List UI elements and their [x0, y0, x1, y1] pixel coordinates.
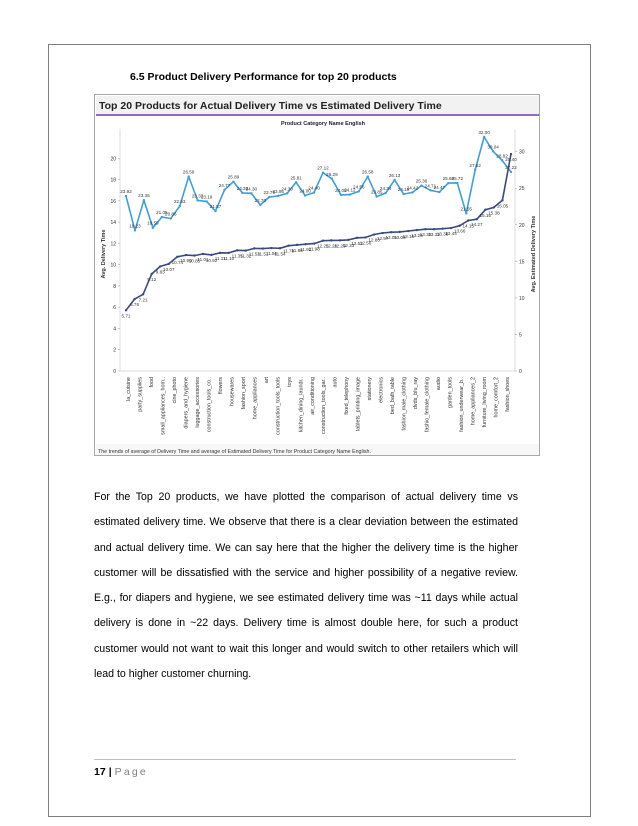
estimated-delivery-point [474, 169, 476, 171]
actual-delivery-point [476, 218, 478, 220]
category-tick-label: fashion_underwear_b.. [459, 377, 466, 432]
estimated-delivery-point [286, 192, 288, 194]
figure-caption: The trends of average of Delivery Time and average of Estimated Delivery Time for Product Category Name English. [98, 449, 371, 455]
estimated-delivery-point [447, 182, 449, 184]
estimated-delivery-data-label: 19.23 [129, 223, 141, 229]
actual-delivery-point [185, 254, 187, 256]
category-tick-label: fashion_shoes [505, 377, 511, 412]
estimated-delivery-point [384, 192, 386, 194]
actual-delivery-point [493, 206, 495, 208]
estimated-delivery-point [241, 192, 243, 194]
actual-delivery-data-label: 12.25 [317, 243, 329, 249]
actual-delivery-data-label: 5.71 [121, 313, 131, 319]
actual-delivery-point [236, 249, 238, 251]
actual-delivery-data-label: 11.86 [291, 247, 303, 253]
actual-delivery-data-label: 13.33 [428, 232, 440, 238]
actual-delivery-point [373, 233, 375, 235]
actual-delivery-data-label: 10.07 [163, 266, 175, 272]
estimated-delivery-data-label: 21.55 [460, 206, 472, 212]
estimated-delivery-point [456, 182, 458, 184]
actual-delivery-point [322, 240, 324, 242]
actual-delivery-point [484, 209, 486, 211]
estimated-delivery-data-label: 23.95 [272, 188, 284, 194]
left-tick-label: 6 [113, 305, 116, 312]
actual-delivery-data-label: 13.08 [394, 234, 406, 240]
actual-delivery-point [279, 247, 281, 249]
estimated-delivery-data-label: 25.72 [451, 175, 464, 181]
estimated-delivery-data-label: 30.04 [487, 144, 499, 150]
left-tick-label: 12 [110, 241, 116, 248]
estimated-delivery-data-label: 24.30 [245, 186, 258, 192]
estimated-delivery-data-label: 24.71 [424, 183, 437, 189]
actual-delivery-data-label: 11.92 [300, 247, 312, 253]
estimated-delivery-point [420, 184, 422, 186]
estimated-delivery-point [232, 180, 234, 182]
actual-delivery-data-label: 10.85 [188, 258, 201, 264]
category-tick-label: construction_tools_tools [275, 377, 282, 435]
left-tick-label: 8 [113, 283, 116, 290]
estimated-delivery-data-label: 26.58 [361, 169, 374, 175]
category-tick-label: home_comfort_2 [493, 377, 500, 418]
estimated-delivery-point [223, 189, 225, 191]
right-tick-label: 30 [519, 149, 525, 156]
estimated-delivery-point [483, 136, 485, 138]
actual-delivery-point [347, 239, 349, 241]
estimated-delivery-data-label: 22.70 [254, 198, 267, 204]
estimated-delivery-data-label: 24.19 [397, 187, 410, 193]
estimated-delivery-point [214, 210, 216, 212]
category-tick-label: furniture_living_room [482, 377, 489, 428]
estimated-delivery-point [402, 193, 404, 195]
actual-delivery-data-label: 13.16 [402, 234, 415, 240]
estimated-delivery-data-label: 27.22 [505, 164, 517, 170]
estimated-delivery-data-label: 26.29 [326, 171, 338, 177]
actual-delivery-data-label: 12.56 [359, 240, 372, 246]
actual-delivery-point [501, 199, 503, 201]
actual-delivery-point [150, 273, 152, 275]
chart-title: Top 20 Products for Actual Delivery Time vs Estimated Delivery Time [99, 100, 442, 112]
estimated-delivery-data-label: 32.00 [478, 130, 490, 135]
estimated-delivery-data-label: 24.47 [433, 185, 446, 191]
actual-delivery-point [142, 293, 144, 295]
category-tick-label: flowers [217, 377, 224, 395]
left-tick-label: 18 [110, 177, 116, 184]
actual-delivery-point [510, 153, 512, 155]
right-axis-title: Avg. Estimated Delivery Time [531, 215, 537, 293]
actual-delivery-data-label: 14.27 [471, 222, 483, 228]
actual-delivery-data-label: 15.38 [488, 210, 500, 216]
estimated-delivery-data-label: 23.79 [263, 190, 276, 196]
estimated-delivery-data-label: 24.30 [281, 186, 293, 192]
estimated-delivery-point [375, 195, 377, 197]
estimated-delivery-point [295, 181, 297, 183]
actual-delivery-data-label: 11.10 [223, 255, 235, 261]
actual-delivery-data-label: 12.83 [368, 237, 380, 243]
actual-delivery-data-label: 14.15 [462, 223, 474, 229]
actual-delivery-data-label: 13.33 [419, 232, 432, 238]
actual-delivery-point [219, 252, 221, 254]
estimated-delivery-data-label: 25.81 [290, 175, 302, 181]
actual-delivery-data-label: 9.12 [147, 276, 157, 282]
chart-canvas [95, 95, 540, 456]
estimated-delivery-point [465, 212, 467, 214]
estimated-delivery-data-label: 24.36 [236, 185, 249, 191]
estimated-delivery-point [277, 195, 279, 197]
estimated-delivery-point [304, 194, 306, 196]
actual-delivery-data-label: 10.74 [171, 259, 184, 265]
actual-delivery-data-label: 9.83 [155, 269, 165, 275]
category-tick-label: fashio_female_clothing [424, 377, 431, 433]
actual-delivery-point [313, 242, 315, 244]
category-tick-label: electronics [378, 377, 385, 403]
category-tick-label: cine_photo [171, 377, 178, 404]
actual-delivery-data-label: 11.56 [265, 251, 278, 257]
actual-delivery-point [381, 232, 383, 234]
estimated-delivery-point [196, 199, 198, 201]
actual-delivery-point [227, 252, 229, 254]
actual-delivery-point [262, 247, 264, 249]
actual-delivery-data-label: 11.54 [274, 251, 286, 257]
estimated-delivery-point [152, 227, 154, 229]
right-tick-label: 5 [519, 332, 522, 339]
estimated-delivery-data-label: 23.36 [138, 193, 150, 199]
category-tick-label: air_conditioning [309, 377, 316, 415]
right-tick-label: 10 [519, 295, 525, 302]
actual-delivery-point [202, 253, 204, 255]
estimated-delivery-point [259, 204, 261, 206]
left-tick-label: 14 [110, 220, 116, 227]
actual-delivery-data-label: 12.33 [342, 242, 355, 248]
actual-delivery-data-label: 11.98 [308, 246, 320, 252]
actual-delivery-point [407, 230, 409, 232]
estimated-delivery-data-label: 23.85 [370, 189, 383, 195]
estimated-delivery-data-label: 21.87 [209, 204, 222, 210]
estimated-delivery-point [322, 171, 324, 173]
category-tick-label: fixed_telephony [344, 377, 351, 415]
category-tick-label: dvds_blu_ray [413, 377, 420, 410]
category-tick-label: bed_bath_table [390, 377, 397, 415]
left-tick-label: 16 [110, 198, 116, 205]
estimated-delivery-data-label: 24.40 [308, 185, 320, 191]
estimated-delivery-data-label: 24.34 [379, 186, 392, 192]
estimated-delivery-data-label: 28.82 [496, 153, 508, 159]
estimated-delivery-data-label: 27.52 [469, 162, 481, 168]
estimated-delivery-point [340, 194, 342, 196]
section-title: 6.5 Product Delivery Performance for top 20 products [130, 71, 397, 83]
left-axis-title: Avg. Delivery Time [101, 229, 107, 279]
actual-delivery-data-label: 11.32 [240, 253, 252, 259]
category-tick-label: luggage_accessories [194, 377, 201, 428]
estimated-delivery-data-label: 24.56 [353, 184, 365, 190]
actual-delivery-point [125, 309, 127, 311]
chart-subtitle: Product Category Name English [280, 121, 366, 127]
estimated-delivery-data-label: 23.33 [191, 193, 204, 199]
actual-delivery-data-label: 13.05 [385, 235, 397, 241]
actual-delivery-point [270, 247, 272, 249]
actual-delivery-data-label: 20.40 [505, 157, 517, 163]
actual-delivery-point [467, 219, 469, 221]
estimated-delivery-data-label: 24.12 [344, 187, 356, 193]
estimated-delivery-point [492, 150, 494, 152]
category-tick-label: fashion_male_clothing [401, 377, 408, 431]
estimated-delivery-point [170, 217, 172, 219]
actual-delivery-data-label: 16.05 [496, 203, 509, 209]
body-paragraph: For the Top 20 products, we have plotted the comparison of actual delivery time vs estimated delivery time. We observe that there is a clear deviation between the estimated and actual delivery time. We can say here that the higher the delivery time is the higher customer will be dissatisfied with the service and higher possibility of a negative review. E.g., for diapers and hygiene, we see estimated delivery time was ~11 days while actual delivery is done in ~22 days. Delivery time is almost double here, for such a product customer would not want to wait this longer and would switch to other retailers which will lead to higher customer churning. [94, 491, 518, 681]
estimated-delivery-point [358, 190, 360, 192]
right-tick-label: 20 [519, 222, 525, 229]
actual-delivery-point [253, 247, 255, 249]
actual-delivery-point [458, 225, 460, 227]
estimated-delivery-data-label: 21.05 [156, 210, 168, 216]
actual-delivery-point [159, 265, 161, 267]
estimated-delivery-data-label: 20.86 [165, 211, 177, 217]
actual-delivery-point [433, 228, 435, 230]
actual-delivery-data-label: 12.52 [351, 240, 363, 246]
actual-delivery-data-label: 11.78 [282, 248, 295, 254]
category-tick-label: auto [332, 377, 339, 388]
estimated-delivery-point [125, 195, 127, 197]
estimated-delivery-point [143, 199, 145, 201]
category-tick-label: art [263, 377, 270, 384]
estimated-delivery-point [331, 178, 333, 180]
category-tick-label: audio [436, 377, 443, 391]
actual-delivery-data-label: 13.38 [436, 231, 449, 237]
actual-delivery-point [424, 228, 426, 230]
actual-delivery-point [416, 229, 418, 231]
actual-delivery-data-label: 12.29 [334, 243, 346, 249]
estimated-delivery-data-label: 24.00 [299, 188, 311, 194]
estimated-delivery-point [429, 189, 431, 191]
right-tick-label: 15 [519, 259, 525, 266]
actual-delivery-point [168, 263, 170, 265]
actual-delivery-point [450, 227, 452, 229]
actual-delivery-data-label: 12.97 [376, 236, 389, 242]
estimated-delivery-data-label: 26.58 [182, 169, 195, 175]
estimated-delivery-data-label: 26.13 [388, 172, 401, 178]
actual-delivery-data-label: 15.16 [479, 212, 492, 218]
category-tick-label: la_cuisine [126, 377, 132, 401]
estimated-delivery-point [313, 191, 315, 193]
actual-delivery-point [339, 239, 341, 241]
estimated-delivery-data-label: 25.89 [227, 174, 240, 180]
actual-delivery-data-label: 13.25 [411, 233, 423, 239]
left-tick-label: 0 [113, 369, 116, 375]
estimated-delivery-point [268, 196, 270, 198]
category-tick-label: fashion_sport [240, 377, 247, 410]
estimated-delivery-point [393, 179, 395, 181]
category-tick-label: home_appliances [252, 377, 259, 420]
actual-delivery-data-label: 10.92 [205, 257, 218, 263]
footer-separator: | [108, 766, 112, 778]
category-tick-label: home_appliances_2 [470, 377, 477, 426]
right-tick-label: 0 [519, 369, 522, 375]
category-tick-label: tablets_printing_image [355, 377, 362, 432]
estimated-delivery-data-label: 23.19 [200, 194, 213, 200]
delivery-time-chart [94, 94, 540, 456]
estimated-delivery-data-label: 24.08 [335, 187, 347, 193]
estimated-delivery-point [411, 191, 413, 193]
estimated-delivery-data-label: 27.12 [317, 165, 329, 171]
estimated-delivery-data-label: 25.69 [442, 176, 455, 182]
estimated-delivery-data-label: 25.36 [415, 178, 428, 184]
estimated-delivery-point [187, 175, 189, 177]
right-tick-label: 25 [519, 186, 525, 193]
estimated-delivery-point [501, 159, 503, 161]
estimated-delivery-data-label: 24.77 [218, 182, 231, 188]
left-tick-label: 20 [110, 156, 116, 163]
estimated-delivery-point [438, 191, 440, 193]
actual-delivery-point [364, 236, 366, 238]
actual-delivery-point [441, 227, 443, 229]
page-footer [94, 766, 148, 778]
category-tick-label: construction_tools_co.. [206, 377, 213, 433]
left-tick-label: 10 [110, 262, 116, 269]
actual-delivery-point [390, 231, 392, 233]
actual-delivery-point [330, 239, 332, 241]
category-tick-label: garden_tools [447, 377, 454, 409]
estimated-delivery-line [126, 137, 511, 230]
estimated-delivery-point [349, 193, 351, 195]
actual-delivery-point [296, 244, 298, 246]
actual-delivery-point [245, 249, 247, 251]
actual-delivery-data-label: 7.21 [138, 297, 148, 303]
left-tick-label: 4 [113, 326, 116, 333]
estimated-delivery-data-label: 22.53 [173, 199, 186, 205]
estimated-delivery-point [205, 200, 207, 202]
left-tick-label: 2 [113, 347, 116, 354]
estimated-delivery-point [179, 205, 181, 207]
category-tick-label: stationery [367, 377, 374, 401]
actual-delivery-data-label: 12.28 [325, 243, 338, 249]
actual-delivery-point [399, 231, 401, 233]
category-tick-label: diapers_and_hygiene [183, 377, 190, 429]
category-tick-label: party_supplies [137, 377, 144, 412]
category-tick-label: construction_tools_gar.. [321, 377, 328, 434]
actual-delivery-point [287, 245, 289, 247]
estimated-delivery-data-label: 23.92 [120, 189, 132, 195]
estimated-delivery-point [367, 175, 369, 177]
actual-delivery-data-label: 13.44 [445, 231, 457, 237]
page-number: 17 [94, 766, 106, 778]
estimated-delivery-data-label: 19.59 [147, 220, 159, 226]
category-tick-label: kitchen_dining_laundr.. [298, 377, 305, 433]
estimated-delivery-point [134, 229, 136, 231]
category-tick-label: food [148, 377, 155, 388]
actual-delivery-data-label: 11.53 [248, 251, 260, 257]
estimated-delivery-data-label: 24.42 [406, 185, 419, 191]
actual-delivery-point [210, 254, 212, 256]
body-text [94, 485, 518, 687]
actual-delivery-data-label: 11.01 [197, 256, 209, 262]
actual-delivery-point [193, 254, 195, 256]
actual-delivery-point [304, 243, 306, 245]
actual-delivery-point [176, 256, 178, 258]
actual-delivery-data-label: 13.66 [453, 228, 466, 234]
actual-delivery-data-label: 6.76 [130, 302, 140, 308]
actual-delivery-data-label: 11.35 [231, 253, 243, 259]
estimated-delivery-point [250, 192, 252, 194]
actual-delivery-data-label: 10.90 [180, 258, 192, 264]
estimated-delivery-point [161, 216, 163, 218]
actual-delivery-data-label: 11.11 [214, 255, 226, 261]
category-tick-label: small_appliances_hom.. [160, 377, 167, 435]
footer-rule [94, 759, 516, 760]
category-tick-label: toys [286, 377, 293, 387]
actual-delivery-data-label: 11.51 [257, 251, 269, 257]
actual-delivery-point [133, 298, 135, 300]
category-tick-label: housewares [229, 377, 236, 407]
actual-delivery-point [356, 237, 358, 239]
page-label: Page [114, 766, 148, 778]
estimated-delivery-point [510, 171, 512, 173]
